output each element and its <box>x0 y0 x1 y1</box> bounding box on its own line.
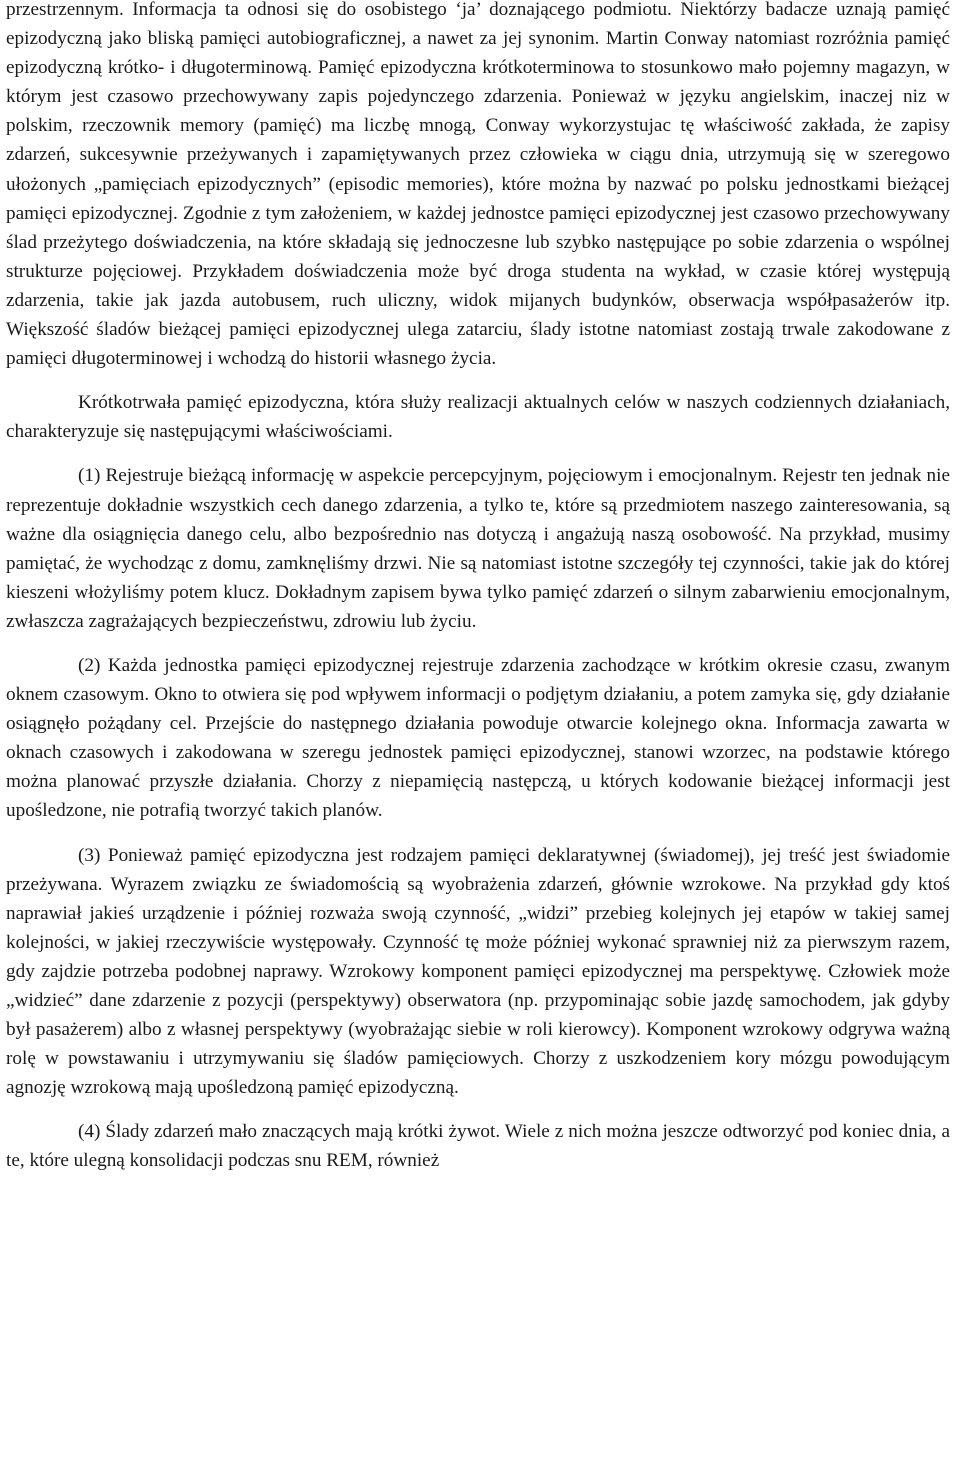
paragraph-short-term-intro: Krótkotrwała pamięć epizodyczna, która służy realizacji aktualnych celów w naszych codziennych działaniach, charakteryzuje się następującymi właściwościami. <box>6 392 950 443</box>
paragraph-continued-intro: przestrzennym. Informacja ta odnosi się do osobistego ‘ja’ doznającego podmiotu. Niektórzy badacze uznają pamięć epizodyczną jako bliską pamięci autobiograficznej, a nawet za jej synonim. Martin Conway natomiast rozróżnia pamięć epizodyczną krótko- i długoterminową. Pamięć epizodyczna krótkoterminowa to stosunkowo mało pojemny magazyn, w którym jest czasowo przechowywany zapis pojedynczego zdarzenia. Ponieważ w języku angielskim, inaczej niz w polskim, rzeczownik memory (pamięć) ma liczbę mnogą, Conway wykorzystujac tę właściwość zakłada, że zapisy zdarzeń, sukcesywnie przeżywanych i zapamiętywanych przez człowieka w ciągu dnia, utrzymują się w szeregowo ułożonych „pamięciach epizodycznych” (episodic memories), które można by nazwać po polsku jednostkami bieżącej pamięci epizodycznej. Zgodnie z tym założeniem, w każdej jednostce pamięci epizodycznej jest czasowo przechowywany ślad przeżytego doświadczenia, na które składają się jednoczesne lub szybko następujące po sobie zdarzenia o wspólnej strukturze pojęciowej. Przykładem doświadczenia może być droga studenta na wykład, w czasie której występują zdarzenia, takie jak jazda autobusem, ruch uliczny, widok mijanych budynków, obserwacja współpasażerów itp. Większość śladów bieżącej pamięci epizodycznej ulega zatarciu, ślady istotne natomiast zostają trwale zakodowane z pamięci długoterminowej i wchodzą do historii własnego życia. <box>6 0 950 370</box>
paragraph-property-3: (3) Ponieważ pamięć epizodyczna jest rodzajem pamięci deklaratywnej (świadomej), jej treść jest świadomie przeżywana. Wyrazem związku ze świadomością są wyobrażenia zdarzeń, głównie wzrokowe. Na przykład gdy ktoś naprawiał jakieś urządzenie i później rozważa swoją czynność, „widzi” przebieg kolejnych jej etapów w takiej samej kolejności, w jakiej rzeczywiście występowały. Czynność tę może później wykonać sprawniej niż za pierwszym razem, gdy zajdzie potrzeba podobnej naprawy. Wzrokowy komponent pamięci epizodycznej ma perspektywę. Człowiek może „widzieć” dane zdarzenie z pozycji (perspektywy) obserwatora (np. przypominając sobie jazdę samochodem, jak gdyby był pasażerem) albo z własnej perspektywy (wyobrażając siebie w roli kierowcy). Komponent wzrokowy odgrywa ważną rolę w powstawaniu i utrzymywaniu się śladów pamięciowych. Chorzy z uszkodzeniem kory mózgu powodującym agnozję wzrokową mają upośledzoną pamięć epizodyczną. <box>6 844 950 1099</box>
paragraph-property-4: (4) Ślady zdarzeń mało znaczących mają krótki żywot. Wiele z nich można jeszcze odtworzyć pod koniec dnia, a te, które ulegną konsolidacji podczas snu REM, również <box>6 1121 950 1172</box>
paragraph-property-1: (1) Rejestruje bieżącą informację w aspekcie percepcyjnym, pojęciowym i emocjonalnym. Rejestr ten jednak nie reprezentuje dokładnie wszystkich cech danego zdarzenia, a tylko te, które są przedmiotem naszego zainteresowania, są ważne dla osiągnięcia danego celu, albo bezpośrednio nas dotyczą i angażują naszą osobowość. Na przykład, musimy pamiętać, że wychodząc z domu, zamknęliśmy drzwi. Nie są natomiast istotne szczegóły tej czynności, takie jak do której kieszeni włożyliśmy potem klucz. Dokładnym zapisem bywa tylko pamięć zdarzeń o silnym zabarwieniu emocjonalnym, zwłaszcza zagrażających bezpieczeństwu, zdrowiu lub życiu. <box>6 465 950 632</box>
document-page <box>6 0 950 1458</box>
paragraph-property-2: (2) Każda jednostka pamięci epizodycznej rejestruje zdarzenia zachodzące w krótkim okresie czasu, zwanym oknem czasowym. Okno to otwiera się pod wpływem informacji o podjętym działaniu, a potem zamyka się, gdy działanie osiągnęło pożądany cel. Przejście do następnego działania powoduje otwarcie kolejnego okna. Informacja zawarta w oknach czasowych i zakodowana w szeregu jednostek pamięci epizodycznej, stanowi wzorzec, na podstawie którego można planować przyszłe działania. Chorzy z niepamięcią następczą, u których kodowanie bieżącej informacji jest upośledzone, nie potrafią tworzyć takich planów. <box>6 654 950 822</box>
